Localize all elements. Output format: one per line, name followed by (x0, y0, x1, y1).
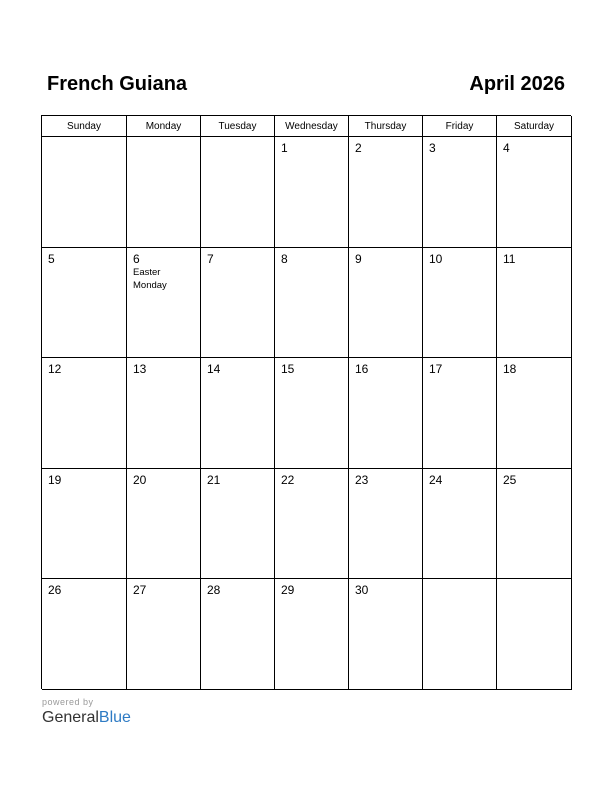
day-cell (349, 469, 423, 580)
day-number: 4 (503, 141, 510, 155)
day-cell (201, 579, 275, 690)
day-number: 29 (281, 583, 295, 598)
day-cell (275, 358, 349, 469)
day-number: 13 (133, 362, 147, 377)
day-cell (497, 358, 572, 469)
day-cell (349, 248, 423, 359)
holiday-label: Easter Monday (133, 266, 167, 291)
day-cell (275, 579, 349, 690)
day-cell (127, 579, 201, 690)
day-number: 7 (207, 251, 214, 266)
day-number: 12 (48, 362, 62, 377)
day-cell (127, 137, 201, 248)
day-number: 8 (281, 251, 288, 266)
region-title: French Guiana (47, 73, 188, 95)
day-cell (423, 248, 497, 359)
day-cell (423, 579, 497, 690)
day-cell (349, 579, 423, 690)
brand-part-blue: Blue (98, 709, 131, 726)
day-cell (201, 248, 275, 359)
day-cell (497, 579, 572, 690)
day-number: 20 (133, 472, 147, 487)
month-title: April 2026 (469, 73, 565, 95)
footer-branding (42, 697, 131, 728)
day-cell (275, 469, 349, 580)
day-number: 5 (48, 251, 55, 266)
day-number: 1 (281, 141, 288, 155)
day-cell (201, 358, 275, 469)
day-cell (423, 469, 497, 580)
day-cell (349, 137, 423, 248)
day-number: 11 (503, 251, 516, 266)
day-number: 25 (503, 472, 517, 487)
weekday-header-saturday: Saturday (497, 116, 572, 137)
day-cell (423, 358, 497, 469)
day-number: 3 (429, 141, 436, 155)
day-number: 21 (207, 472, 221, 487)
day-number: 22 (281, 472, 295, 487)
day-cell (42, 358, 127, 469)
day-cell (127, 248, 201, 359)
brand-part-general: General (42, 709, 99, 726)
day-cell (423, 137, 497, 248)
day-cell (42, 469, 127, 580)
day-cell (349, 358, 423, 469)
day-number: 28 (207, 583, 221, 598)
day-number: 6 (133, 251, 140, 266)
day-cell (275, 137, 349, 248)
weekday-header-friday: Friday (423, 116, 497, 137)
day-cell (127, 469, 201, 580)
day-number: 26 (48, 583, 62, 598)
day-number: 9 (355, 251, 362, 266)
day-cell (42, 137, 127, 248)
weekday-header-monday: Monday (127, 116, 201, 137)
day-cell (497, 137, 572, 248)
day-number: 14 (207, 362, 221, 377)
weekday-header-sunday: Sunday (42, 116, 127, 137)
day-cell (201, 469, 275, 580)
day-number: 24 (429, 472, 443, 487)
brand-logo (42, 708, 131, 728)
weekday-header-tuesday: Tuesday (201, 116, 275, 137)
day-number: 27 (133, 583, 147, 598)
day-number: 18 (503, 362, 517, 377)
calendar-grid (41, 115, 571, 689)
day-cell (497, 469, 572, 580)
day-number: 10 (429, 251, 443, 266)
day-cell (275, 248, 349, 359)
day-number: 2 (355, 141, 362, 155)
day-cell (497, 248, 572, 359)
day-cell (42, 248, 127, 359)
weekday-header-wednesday: Wednesday (275, 116, 349, 137)
day-number: 16 (355, 362, 369, 377)
day-cell (201, 137, 275, 248)
day-number: 17 (429, 362, 443, 377)
powered-by-text: powered by (42, 697, 94, 707)
day-cell (42, 579, 127, 690)
weekday-header-thursday: Thursday (349, 116, 423, 137)
day-number: 30 (355, 583, 369, 598)
day-number: 23 (355, 472, 369, 487)
day-number: 15 (281, 362, 295, 377)
calendar-header (41, 70, 571, 100)
day-cell (127, 358, 201, 469)
day-number: 19 (48, 472, 62, 487)
